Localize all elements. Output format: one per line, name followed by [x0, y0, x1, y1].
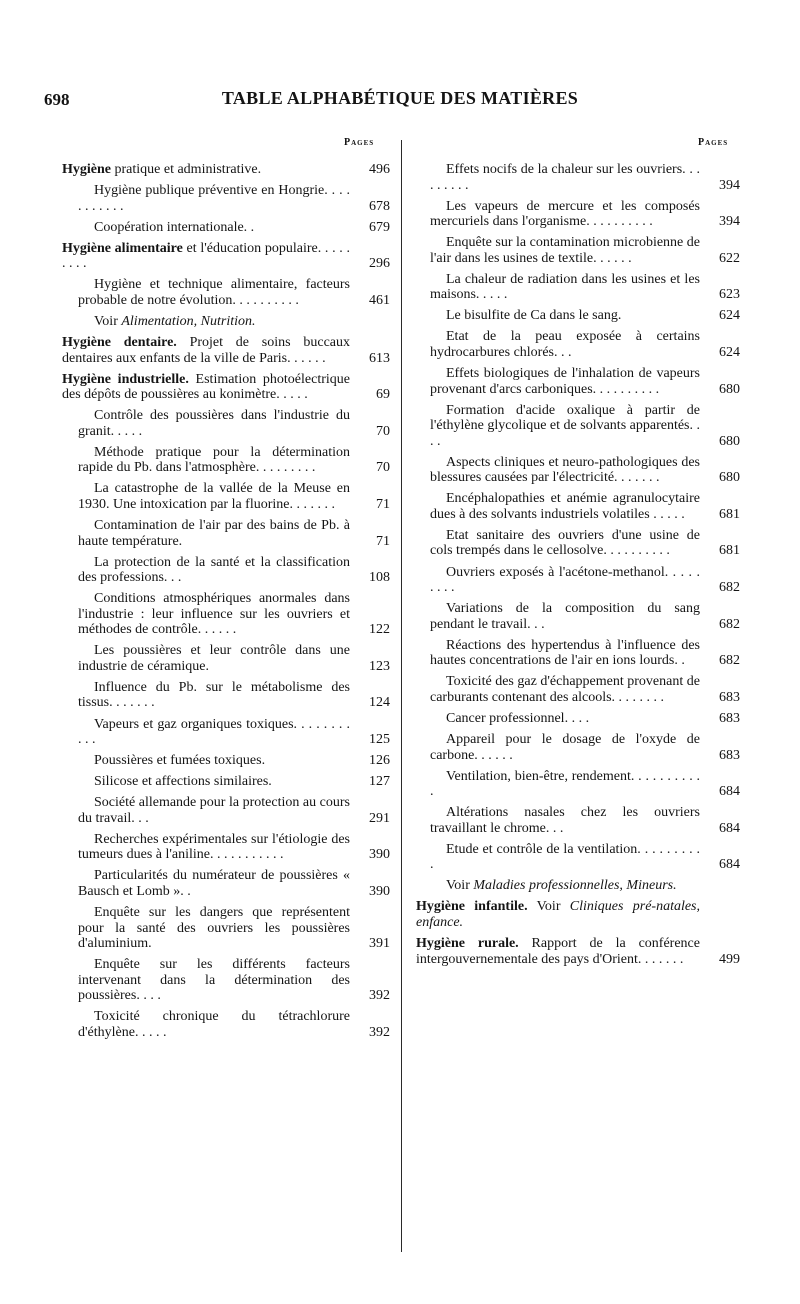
index-entry [62, 335, 390, 366]
index-entry-text [414, 272, 740, 303]
index-entry-page: 683 [719, 710, 740, 726]
index-entry-text [414, 528, 740, 559]
index-entry-text [62, 555, 390, 586]
index-entry-page: 108 [369, 570, 390, 586]
index-entry-body: et l'éducation populaire. . . . . . . . . [62, 240, 350, 272]
index-entry-body: Projet de soins buccaux dentaires aux enfants de la ville de Paris. . . . . . [62, 335, 350, 366]
index-entry-text [414, 769, 740, 800]
index-entry [62, 162, 390, 178]
index-entry-text [414, 308, 740, 324]
index-entry-text [414, 329, 740, 360]
index-entry-text [62, 680, 390, 711]
index-entry-page: 394 [719, 177, 740, 193]
index-entry-text [62, 717, 390, 748]
index-entry-text [414, 565, 740, 596]
index-entry-body: Rapport de la conférence intergouvernementale des pays d'Orient. . . . . . . [416, 936, 700, 967]
index-entry-text [62, 957, 390, 1004]
index-entry-body: Méthode pratique pour la détermination rapide du Pb. dans l'atmosphère. . . . . . . . . [78, 444, 350, 476]
index-entry-text [414, 674, 740, 705]
index-entry-page: 622 [719, 250, 740, 266]
index-entry-body: Hygiène publique préventive en Hongrie. . . . . . . . . . . [78, 183, 350, 214]
index-entry-body: Etat sanitaire des ouvriers d'une usine de cols trempés dans le cellosolve. . . . . . . . . . [430, 527, 700, 559]
index-entry-body: Altérations nasales chez les ouvriers travaillant le chrome. . . [430, 805, 700, 836]
index-entry-text [62, 1009, 390, 1040]
index-entry-body: Contamination de l'air par des bains de Pb. à haute température. [78, 518, 350, 549]
index-entry [414, 366, 740, 397]
index-entry-body: Effets nocifs de la chaleur sur les ouvriers. . . . . . . . . [430, 162, 700, 193]
index-entry-body: Appareil pour le dosage de l'oxyde de carbone. . . . . . [430, 732, 700, 763]
index-entry [414, 308, 740, 324]
index-entry-page: 461 [369, 292, 390, 308]
index-entry-page: 680 [719, 433, 740, 449]
index-entry [414, 842, 740, 873]
index-entry-body: Silicose et affections similaires. [94, 774, 272, 790]
index-entry-text [62, 868, 390, 899]
index-entry-page: 679 [369, 219, 390, 235]
index-entry-page: 390 [369, 847, 390, 863]
index-entry-page: 682 [719, 653, 740, 669]
index-entry-text [62, 481, 390, 512]
index-entry-page: 71 [376, 533, 390, 549]
index-entry-text [62, 445, 390, 476]
index-entry-body: Ouvriers exposés à l'acétone-methanol. . . . . . . . . [430, 564, 700, 596]
index-entry-page: 684 [719, 820, 740, 836]
index-entry [414, 235, 740, 266]
index-entry-body: Toxicité chronique du tétrachlorure d'éthylène. . . . . [78, 1009, 350, 1040]
index-entry [414, 528, 740, 559]
index-entry [62, 220, 390, 236]
index-entry-page: 291 [369, 810, 390, 826]
index-entry-text [62, 220, 390, 236]
index-entry-body: Etude et contrôle de la ventilation. . . . . . . . . . [430, 841, 700, 873]
index-entry-page: 681 [719, 506, 740, 522]
index-entry-body: La protection de la santé et la classification des professions. . . [78, 554, 350, 586]
index-entry-text [414, 162, 740, 193]
index-entry-page: 680 [719, 470, 740, 486]
index-entry-body: La catastrophe de la vallée de la Meuse en 1930. Une intoxication par la fluorine. . . . . . . [78, 481, 350, 512]
index-entry-text [414, 199, 740, 230]
index-entry-body: Enquête sur la contamination microbienne de l'air dans les usines de textile. . . . . . [430, 235, 700, 266]
index-entry-body: Particularités du numérateur de poussières « Bausch et Lomb ». . [78, 868, 350, 899]
index-entry-body: pratique et administrative. [111, 162, 262, 177]
index-entry-body: Voir [527, 899, 570, 915]
index-entry [414, 732, 740, 763]
index-entry [414, 936, 740, 967]
index-entry-body: Les poussières et leur contrôle dans une industrie de céramique. [78, 643, 350, 674]
index-entry-text [62, 905, 390, 952]
index-entry-body: Ventilation, bien-être, rendement. . . . . . . . . . . [430, 768, 700, 800]
index-entry-page: 496 [369, 162, 390, 177]
index-entry-page: 613 [369, 350, 390, 366]
index-entry-heading: Hygiène industrielle. [62, 371, 189, 387]
index-entry [62, 591, 390, 638]
index-entry-text [414, 366, 740, 397]
index-entry-body: Coopération internationale. . [94, 219, 255, 235]
index-entry [62, 643, 390, 674]
index-entry [414, 565, 740, 596]
index-entry-text [414, 455, 740, 486]
index-entry-text [414, 732, 740, 763]
index-entry-page: 126 [369, 753, 390, 769]
index-entry-text [62, 162, 390, 178]
index-entry-page: 125 [369, 732, 390, 747]
index-entry-heading: Hygiène infantile. [416, 899, 528, 915]
index-entry-heading: Hygiène rurale. [416, 936, 519, 952]
index-entry [62, 183, 390, 214]
index-entry-heading: Hygiène [62, 162, 111, 177]
index-entry-page: 624 [719, 308, 740, 324]
index-entry-text [414, 899, 740, 930]
index-entry [62, 680, 390, 711]
index-entry [414, 162, 740, 193]
index-entry-page: 680 [719, 381, 740, 397]
index-entry-text [62, 753, 390, 769]
index-entry-page: 69 [376, 387, 390, 403]
index-entry-text [62, 832, 390, 863]
index-entry [414, 491, 740, 522]
index-entry-text [62, 241, 390, 272]
index-entry-text [414, 638, 740, 669]
index-entry [414, 601, 740, 632]
index-entry-body: Réactions des hypertendus à l'influence des hautes concentrations de l'air en ions lourds. . [430, 637, 700, 669]
index-entry-page: 499 [719, 951, 740, 967]
index-entry-body: Voir [94, 313, 122, 329]
index-entry-page: 394 [719, 214, 740, 230]
index-entry-crossref: Cliniques pré-natales, enfance. [416, 899, 701, 930]
index-entry-page: 683 [719, 689, 740, 705]
index-entry [414, 899, 740, 930]
index-entry-body: Enquête sur les différents facteurs intervenant dans la détermination des poussières. . . . [78, 957, 350, 1004]
index-entry-page: 390 [369, 883, 390, 899]
index-entry [414, 805, 740, 836]
index-entry-body: Hygiène et technique alimentaire, facteurs probable de notre évolution. . . . . . . . . . [78, 277, 350, 308]
index-entry-page: 70 [376, 423, 390, 439]
index-entry [62, 445, 390, 476]
index-entry-page: 122 [369, 622, 390, 638]
index-entry [414, 674, 740, 705]
index-entry-page: 391 [369, 936, 390, 952]
index-entry [62, 905, 390, 952]
index-entry-page: 624 [719, 344, 740, 360]
index-entry-body: Société allemande pour la protection au cours du travail. . . [78, 795, 350, 826]
index-entry-body: Poussières et fumées toxiques. [94, 753, 266, 769]
index-entry-text [62, 277, 390, 308]
index-entry-body: Enquête sur les dangers que représentent pour la santé des ouvriers les poussières d'aluminium. [78, 905, 350, 952]
index-entry-body: Etat de la peau exposée à certains hydrocarbures chlorés. . . [430, 329, 700, 360]
index-entry-page: 683 [719, 747, 740, 763]
index-entry-text [62, 795, 390, 826]
index-entry-text [62, 774, 390, 790]
index-entry-page: 681 [719, 543, 740, 559]
index-entry-text [62, 314, 390, 330]
index-entry [414, 711, 740, 727]
index-entry-page: 682 [719, 616, 740, 632]
index-entry [62, 372, 390, 403]
index-entry-body: Variations de la composition du sang pendant le travail. . . [430, 601, 700, 632]
index-entry [62, 241, 390, 272]
index-entry-heading: Hygiène dentaire. [62, 335, 177, 351]
pages-label-left: Pages [344, 137, 375, 148]
index-entry-page: 127 [369, 774, 390, 790]
index-entry-text [62, 591, 390, 638]
index-entry-page: 678 [369, 198, 390, 214]
index-entry [62, 314, 390, 330]
column-divider [401, 140, 402, 1252]
index-entry [62, 555, 390, 586]
index-entry-body: La chaleur de radiation dans les usines et les maisons. . . . . [430, 271, 700, 303]
index-entry [414, 403, 740, 450]
index-entry-text [414, 403, 740, 450]
index-entry-body: Voir [446, 878, 474, 894]
index-entry [62, 408, 390, 439]
index-entry [414, 769, 740, 800]
index-entry [414, 455, 740, 486]
index-entry [414, 878, 740, 894]
index-entry-body: Vapeurs et gaz organiques toxiques. . . . . . . . . . . [78, 716, 350, 747]
index-entry-page: 682 [719, 580, 740, 596]
index-entry-text [414, 235, 740, 266]
index-entry-body: Recherches expérimentales sur l'étiologie des tumeurs dues à l'aniline. . . . . . . . . . . [78, 831, 350, 863]
index-entry [62, 277, 390, 308]
index-entry [62, 481, 390, 512]
index-entry-text [414, 842, 740, 873]
index-entry-page: 296 [369, 256, 390, 272]
index-column-right [414, 162, 740, 973]
index-entry-text [62, 643, 390, 674]
index-entry-page: 392 [369, 988, 390, 1004]
index-entry-page: 71 [376, 496, 390, 512]
index-entry-text [414, 601, 740, 632]
index-entry [414, 638, 740, 669]
index-entry-text [414, 936, 740, 967]
index-entry-heading: Hygiène alimentaire [62, 240, 183, 256]
index-entry-body: Encéphalopathies et anémie agranulocytaire dues à des solvants industriels volatiles . . . . . [430, 491, 700, 522]
index-entry-body: Effets biologiques de l'inhalation de vapeurs provenant d'arcs carboniques. . . . . . . . . . [430, 366, 700, 397]
index-entry-page: 123 [369, 658, 390, 674]
index-entry [414, 329, 740, 360]
index-entry-body: Contrôle des poussières dans l'industrie du granit. . . . . [78, 408, 350, 439]
index-entry-body: Aspects cliniques et neuro-pathologiques des blessures causées par l'électricité. . . . . . . [430, 454, 700, 486]
index-entry-text [414, 491, 740, 522]
index-entry-text [62, 408, 390, 439]
index-entry-body: Conditions atmosphériques anormales dans l'industrie : leur influence sur les ouvriers et méthodes de contrôle. . . . . . [78, 591, 350, 638]
index-entry-text [62, 372, 390, 403]
index-entry-body: Les vapeurs de mercure et les composés mercuriels dans l'organisme. . . . . . . . . . [430, 198, 700, 230]
index-entry-body: Formation d'acide oxalique à partir de l'éthylène glycolique et de solvants apparentés. . . . [430, 402, 700, 449]
index-entry-page: 684 [719, 857, 740, 873]
index-entry-body: Le bisulfite de Ca dans le sang. [446, 308, 622, 324]
index-entry [62, 717, 390, 748]
index-entry-page: 70 [376, 460, 390, 476]
index-entry [62, 795, 390, 826]
index-column-left [62, 162, 390, 1046]
index-entry-body: Cancer professionnel. . . . [446, 710, 590, 726]
index-entry-crossref: Alimentation, Nutrition. [121, 313, 256, 329]
index-entry-text [414, 878, 740, 894]
index-entry-text [62, 518, 390, 549]
index-entry-text [414, 805, 740, 836]
index-entry-crossref: Maladies professionnelles, Mineurs. [473, 878, 677, 894]
index-entry-body: Estimation photoélectrique des dépôts de poussières au konimètre. . . . . [62, 371, 350, 403]
index-entry [62, 774, 390, 790]
index-entry-text [414, 711, 740, 727]
index-entry-page: 684 [719, 784, 740, 800]
index-entry [62, 1009, 390, 1040]
index-entry [62, 832, 390, 863]
index-entry [62, 868, 390, 899]
index-entry-text [62, 183, 390, 214]
index-entry-body: Toxicité des gaz d'échappement provenant de carburants contenant des alcools. . . . . . . . [430, 674, 700, 705]
index-entry [62, 957, 390, 1004]
index-entry-page: 124 [369, 695, 390, 711]
index-entry-text [62, 335, 390, 366]
index-entry [62, 753, 390, 769]
page-title: TABLE ALPHABÉTIQUE DES MATIÈRES [221, 88, 579, 108]
pages-label-right: Pages [698, 137, 729, 148]
index-entry [62, 518, 390, 549]
index-entry-page: 623 [719, 287, 740, 303]
page-number: 698 [44, 90, 70, 109]
index-entry [414, 272, 740, 303]
index-entry-body: Influence du Pb. sur le métabolisme des tissus. . . . . . . [78, 679, 350, 711]
index-entry-page: 392 [369, 1024, 390, 1040]
index-entry [414, 199, 740, 230]
